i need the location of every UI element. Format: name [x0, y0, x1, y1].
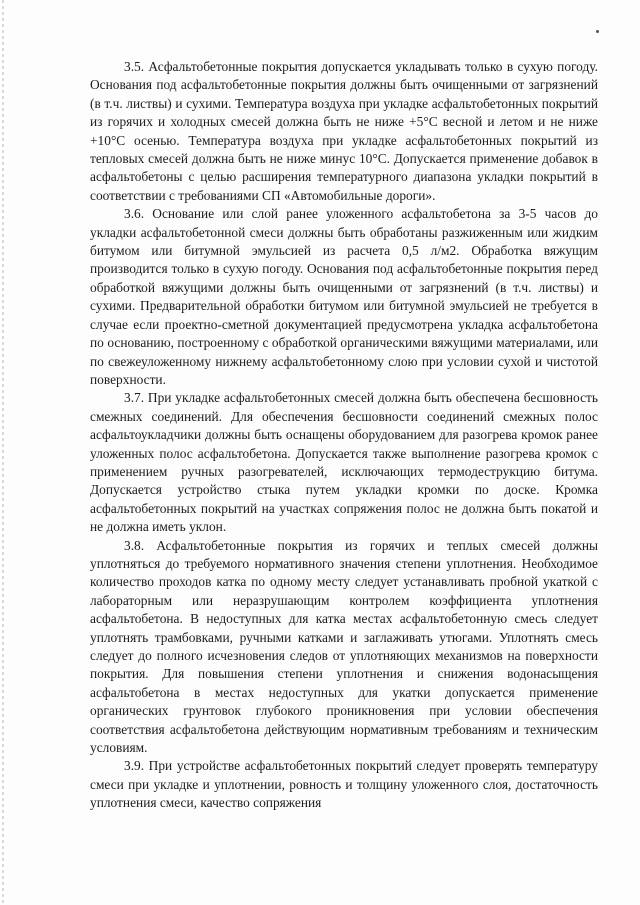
- paragraph-3-9: 3.9. При устройстве асфальтобетонных покрытий следует проверять температуру смеси при укладке и уплотнении, ровность и толщину уложенного слоя, достаточность уплотнения смеси, качество сопряжения: [90, 758, 598, 811]
- scan-dot-mark: [596, 30, 599, 33]
- paragraph-3-6: 3.6. Основание или слой ранее уложенного асфальтобетона за 3-5 часов до укладки асфальтобетонной смеси должны быть обработаны разжиженным или жидким битумом или битумной эмульсией из расчета 0,5 л/м2. Обработка вяжущим производится только в сухую погоду. Основания под асфальтобетонные покрытия перед обработкой вяжущими должны быть очищенными от загрязнений (в т.ч. листвы) и сухими. Предварительной обработки битумом или битумной эмульсией не требуется в случае если проектно-сметной документацией предусмотрена укладка асфальтобетона по основанию, построенному с обработкой органическими вяжущими материалами, или по свежеуложенному нижнему асфальтобетонному слою при условии сухой и чистотой поверхности.: [90, 206, 598, 387]
- paragraph-3-8: 3.8. Асфальтобетонные покрытия из горячих и теплых смесей должны уплотняться до требуемого нормативного значения степени уплотнения. Необходимое количество проходов катка по одному месту следует устанавливать пробной укаткой с лабораторным или неразрушающим контролем коэффициента уплотнения асфальтобетона. В недоступных для катка местах асфальтобетонную смесь следует уплотнять трамбовками, ручными катками и заглаживать утюгами. Уплотнять смесь следует до полного исчезновения следов от уплотняющих механизмов на поверхности покрытия. Для повышения степени уплотнения и снижения водонасыщения асфальтобетона в местах недоступных для укатки допускается применение органических грунтовок глубокого проникновения при условии обеспечения соответствия асфальтобетона действующим нормативным требованиям и техническим условиям.: [90, 537, 598, 756]
- paragraph-3-5: 3.5. Асфальтобетонные покрытия допускается укладывать только в сухую погоду. Основания под асфальтобетонные покрытия должны быть очищенными от загрязнений (в т.ч. листвы) и сухими. Температура воздуха при укладке асфальтобетонных покрытий из горячих и холодных смесей должна быть не ниже +5°С весной и летом и не ниже +10°С осенью. Температура воздуха при укладке асфальтобетонных покрытий из тепловых смесей должна быть не ниже минус 10°С. Допускается применение добавок в асфальтобетоны с целью расширения температурного диапазона укладки покрытий в соответствии с требованиями СП «Автомобильные дороги».: [90, 59, 598, 203]
- paragraph-3-7: 3.7. При укладке асфальтобетонных смесей должна быть обеспечена бесшовность смежных соединений. Для обеспечения бесшовности соединений смежных полос асфальтоукладчики должны быть оснащены оборудованием для разогрева кромок ранее уложенных полос асфальтобетона. Допускается также выполнение разогрева кромок с применением ручных разогревателей, исключающих термодеструкцию битума. Допускается устройство стыка путем укладки кромки по доске. Кромка асфальтобетонных покрытий на участках сопряжения полос не должна быть покатой и не должна иметь уклон.: [90, 390, 598, 535]
- scan-edge-border: [2, 0, 4, 905]
- document-body: [90, 58, 598, 813]
